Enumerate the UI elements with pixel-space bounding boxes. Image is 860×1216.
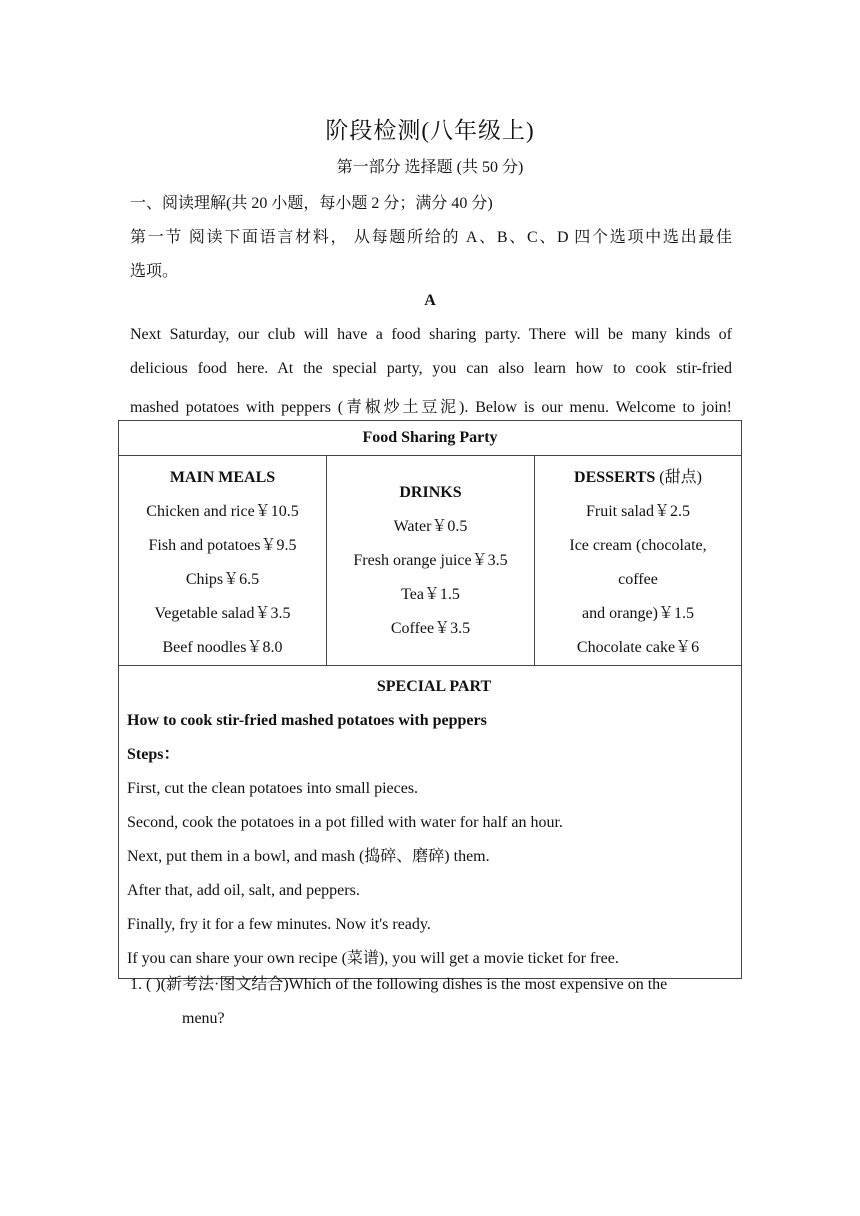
step-item: Second, cook the potatoes in a pot filled with water for half an hour. bbox=[127, 814, 563, 831]
step-item: First, cut the clean potatoes into small pieces. bbox=[127, 780, 419, 797]
desserts-heading bbox=[535, 461, 741, 495]
main-meals-heading: MAIN MEALS bbox=[169, 469, 276, 486]
menu-item: Tea￥1.5 bbox=[401, 585, 460, 603]
menu-item: Chips￥6.5 bbox=[185, 571, 260, 588]
menu-item: Water￥0.5 bbox=[393, 517, 468, 535]
desserts-heading-note: (甜点) bbox=[659, 469, 702, 486]
instruction-line-1: 第一节 阅读下面语言材料， 从每题所给的 A、B、C、D 四个选项中选出最佳 bbox=[130, 229, 732, 246]
passage-line-1: Next Saturday, our club will have a food sharing party. There will be many kinds of bbox=[130, 326, 732, 343]
passage-line-3: mashed potatoes with peppers (青椒炒土豆泥). Below is our menu. Welcome to join! bbox=[130, 399, 732, 416]
section-heading: 一、阅读理解(共 20 小题，每小题 2 分；满分 40 分) bbox=[130, 195, 493, 212]
menu-item: Chicken and rice￥10.5 bbox=[146, 503, 299, 520]
menu-item: Chocolate cake￥6 bbox=[576, 639, 700, 656]
part-heading: 第一部分 选择题 (共 50 分) bbox=[336, 159, 524, 176]
step-item: If you can share your own recipe (菜谱), you will get a movie ticket for free. bbox=[127, 950, 619, 967]
menu-item: coffee bbox=[618, 571, 658, 588]
step-item: Finally, fry it for a few minutes. Now it's ready. bbox=[127, 916, 431, 933]
menu-item: Fresh orange juice￥3.5 bbox=[353, 551, 508, 569]
menu-item: Coffee￥3.5 bbox=[390, 619, 471, 637]
special-part bbox=[119, 666, 742, 979]
desserts-heading-label: DESSERTS bbox=[574, 469, 656, 486]
passage-label: A bbox=[424, 292, 436, 309]
passage-line-2: delicious food here. At the special party, you can also learn how to cook stir-fried bbox=[130, 360, 732, 377]
menu-table bbox=[118, 420, 742, 979]
special-subheading: How to cook stir-fried mashed potatoes with peppers bbox=[127, 712, 487, 729]
main-meals-column bbox=[119, 456, 327, 666]
menu-item: Beef noodles￥8.0 bbox=[162, 639, 283, 656]
drinks-heading: DRINKS bbox=[399, 483, 462, 501]
special-heading: SPECIAL PART bbox=[376, 678, 492, 695]
question-line-2: menu? bbox=[182, 1010, 225, 1027]
question-1 bbox=[130, 968, 732, 1036]
menu-title: Food Sharing Party bbox=[119, 421, 742, 456]
step-item: After that, add oil, salt, and peppers. bbox=[127, 882, 360, 899]
steps-label: Steps： bbox=[127, 746, 180, 763]
menu-item: Vegetable salad￥3.5 bbox=[154, 605, 291, 622]
menu-item: Fruit salad￥2.5 bbox=[586, 503, 690, 520]
desserts-column bbox=[535, 456, 742, 666]
step-item: Next, put them in a bowl, and mash (捣碎、磨碎) them. bbox=[127, 848, 490, 865]
instruction-line-2: 选项。 bbox=[130, 263, 179, 280]
page-title: 阶段检测(八年级上) bbox=[325, 118, 535, 143]
menu-item: and orange)￥1.5 bbox=[582, 605, 694, 622]
drinks-column bbox=[327, 456, 535, 666]
question-line-1: 1. ( )(新考法·图文结合)Which of the following dishes is the most expensive on the bbox=[130, 976, 668, 993]
menu-item: Fish and potatoes￥9.5 bbox=[148, 537, 297, 554]
menu-item: Ice cream (chocolate, bbox=[569, 537, 707, 554]
